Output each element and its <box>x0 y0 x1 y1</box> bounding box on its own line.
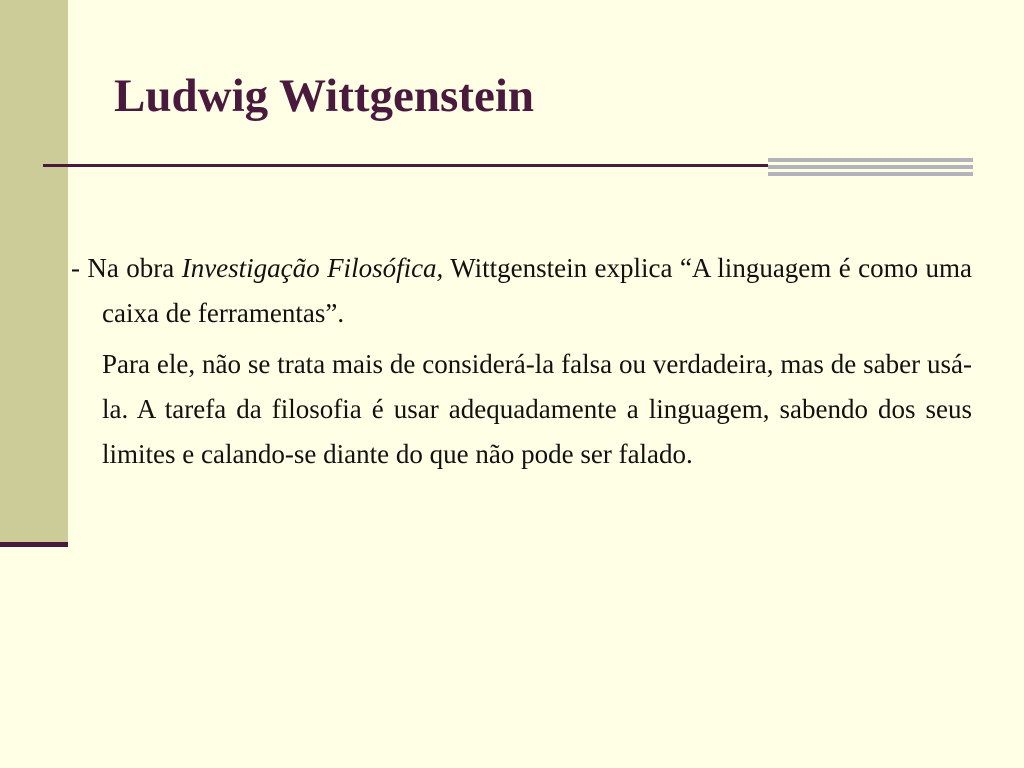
paragraph-explanation: Para ele, não se trata mais de considerá-la falsa ou verdadeira, mas de saber usá-la. A tarefa da filosofia é usar adequadamente a linguagem, sabendo dos seus limites e calando-se diante do que não pode ser falado. <box>102 349 972 469</box>
divider-stripes <box>768 158 973 179</box>
left-sidebar-band <box>0 0 68 547</box>
slide-title: Ludwig Wittgenstein <box>114 70 535 122</box>
paragraph-quote <box>71 246 972 336</box>
paragraph-quote-lead: Na obra <box>87 253 182 283</box>
bullet-dash: - <box>71 253 88 283</box>
work-title: Investigação Filosófica, <box>181 253 444 283</box>
left-accent-line <box>0 542 68 547</box>
paragraph-quote-rest: Wittgenstein explica “A linguagem é como uma caixa de ferramentas”. <box>102 253 972 328</box>
slide-body <box>71 246 972 477</box>
